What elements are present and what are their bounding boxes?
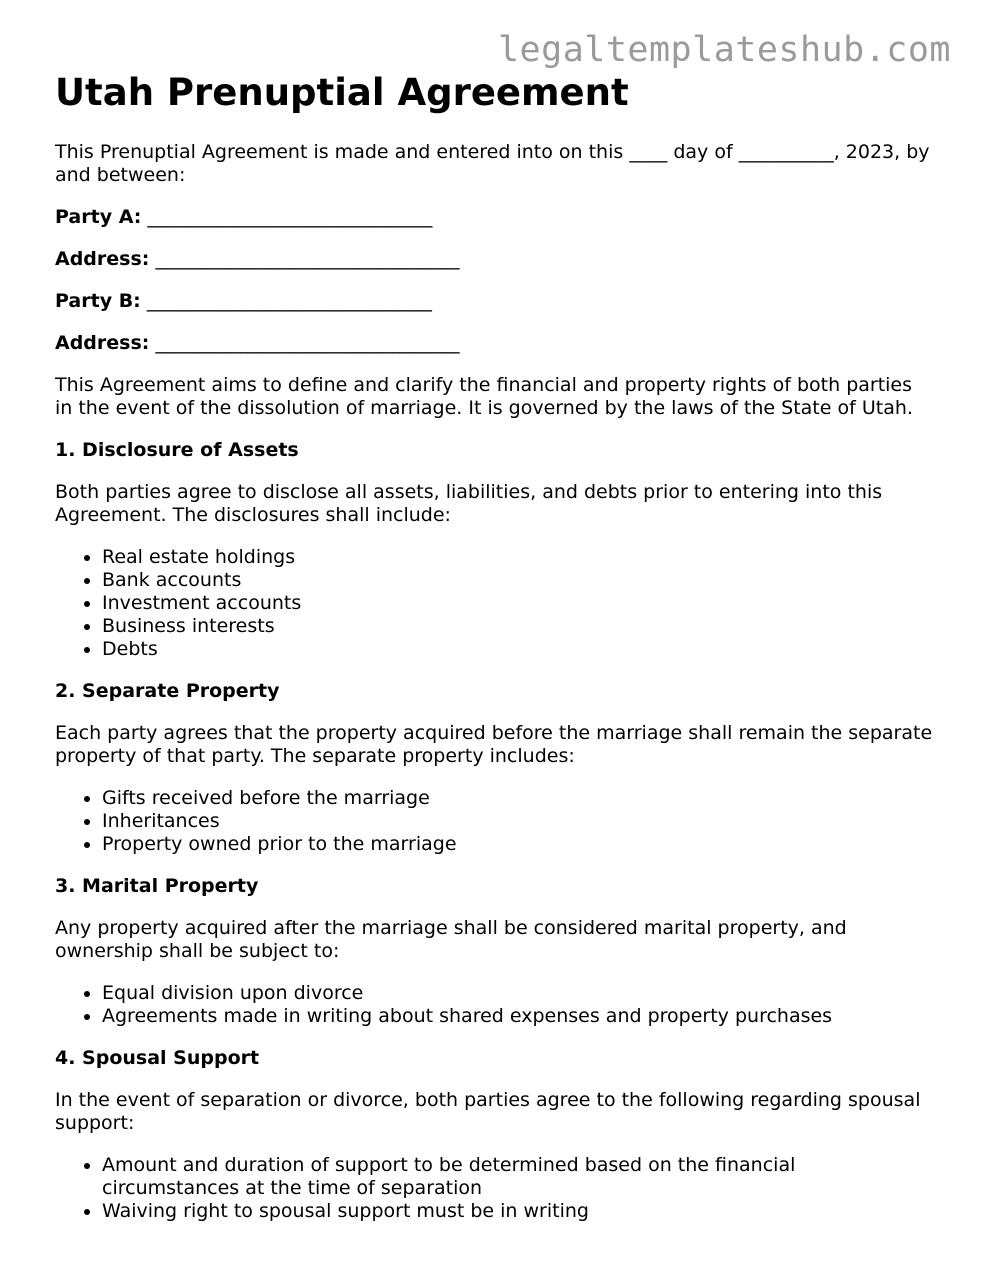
party-a-address-field <box>55 248 935 271</box>
list-item: • Equal division upon divorce <box>102 982 935 1005</box>
section-text-marital-property: Any property acquired after the marriage shall be considered marital property, and ownership shall be subject to: <box>55 917 847 962</box>
section-heading-marital-property: 3. Marital Property <box>55 875 259 897</box>
list-item: • Property owned prior to the marriage <box>102 833 935 856</box>
document-title: Utah Prenuptial Agreement <box>55 71 629 114</box>
party-b-field <box>55 290 935 313</box>
section-text-disclosure: Both parties agree to disclose all assets, liabilities, and debts prior to entering into this Agreement. The disclosures shall include: <box>55 481 883 526</box>
field-label: Address: <box>55 248 150 270</box>
party-a-blank[interactable]: ______________________________ <box>147 206 433 228</box>
purpose-paragraph: This Agreement aims to define and clarify the financial and property rights of both parties in the event of the dissolution of marriage. It is governed by the laws of the State of Utah. <box>55 374 913 419</box>
spousal-support-list <box>55 1154 935 1223</box>
disclosure-list <box>55 546 935 661</box>
intro-paragraph: This Prenuptial Agreement is made and entered into on this ____ day of __________, 2023, by and between: <box>55 141 930 186</box>
field-label: Party B: <box>55 290 141 312</box>
list-item: • Investment accounts <box>102 592 935 615</box>
party-b-address-field <box>55 332 935 355</box>
party-a-address-blank[interactable]: ________________________________ <box>155 248 460 270</box>
field-label: Party A: <box>55 206 142 228</box>
list-item: • Bank accounts <box>102 569 935 592</box>
list-item: • Amount and duration of support to be determined based on the financial circumstances at the time of separation <box>102 1154 935 1200</box>
party-b-blank[interactable]: ______________________________ <box>146 290 432 312</box>
separate-property-list <box>55 787 935 856</box>
list-item: • Business interests <box>102 615 935 638</box>
section-heading-spousal-support: 4. Spousal Support <box>55 1047 260 1069</box>
section-heading-separate-property: 2. Separate Property <box>55 680 280 702</box>
list-item: • Inheritances <box>102 810 935 833</box>
section-text-separate-property: Each party agrees that the property acquired before the marriage shall remain the separate property of that party. The separate property includes: <box>55 722 933 767</box>
section-heading-disclosure: 1. Disclosure of Assets <box>55 439 299 461</box>
list-item: • Gifts received before the marriage <box>102 787 935 810</box>
section-text-spousal-support: In the event of separation or divorce, both parties agree to the following regarding spousal support: <box>55 1089 921 1134</box>
party-b-address-blank[interactable]: ________________________________ <box>155 332 460 354</box>
marital-property-list <box>55 982 935 1028</box>
list-item: • Agreements made in writing about shared expenses and property purchases <box>102 1005 935 1028</box>
list-item: • Waiving right to spousal support must be in writing <box>102 1200 935 1223</box>
list-item: • Debts <box>102 638 935 661</box>
list-item: • Real estate holdings <box>102 546 935 569</box>
field-label: Address: <box>55 332 150 354</box>
document-body <box>55 70 935 1223</box>
party-a-field <box>55 206 935 229</box>
watermark: legaltemplateshub.com <box>497 30 951 70</box>
